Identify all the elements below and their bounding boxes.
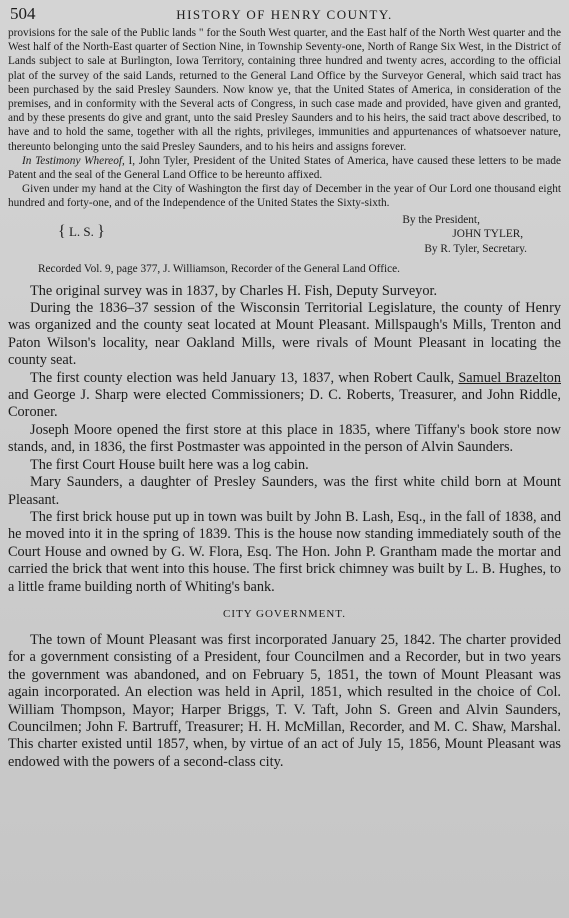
body-paragraph-2: During the 1836–37 session of the Wisconsin Territorial Legislature, the county of Henry was organized and the county seat located at Mount Pleasant. Millspaugh's Mills, Trenton and Paton Wilson's locality, near Oakland Mills, were rivals of Mount Pleasant in locating the county seat. bbox=[8, 300, 561, 369]
seal-mark bbox=[58, 223, 105, 241]
body-text bbox=[8, 283, 561, 772]
body-paragraph-7: The first brick house put up in town was built by John B. Lash, Esq., in the fall of 1838, and he moved into it in the spring of 1839. This is the house now standing immediately south of the Court House and owned by G. W. Flora, Esq. The Hon. John P. Grantham made the mortar and carried the brick that went into this house. The first brick chimney was built by L. B. Hughes, to a little frame building north of Whiting's bank. bbox=[8, 508, 561, 595]
patent-paragraph-2 bbox=[8, 154, 561, 182]
page-number: 504 bbox=[10, 4, 36, 23]
body-paragraph-1: The original survey was in 1837, by Charles H. Fish, Deputy Surveyor. bbox=[30, 282, 438, 299]
patent-paragraph-2-rest: I, John Tyler, President of the United States of America, have caused these letters to be made Patent and the seal of the General Land Office to be hereunto affixed. bbox=[8, 154, 562, 182]
body-paragraph-5: The first Court House built here was a log cabin. bbox=[30, 456, 309, 473]
body-paragraph-8: The town of Mount Pleasant was first incorporated January 25, 1842. The charter provided for a government consisting of a President, four Councilmen and a Recorder, but in two years the government was abandoned, and on February 5, 1851, the town of Mount Pleasant was again incorporated. An election was held in April, 1851, which resulted in the choice of Col. William Thompson, Mayor; Harper Briggs, T. V. Taft, John S. Green and Alvin Saunders, Councilmen; John F. Bartruff, Treasurer; H. H. McMillan, Recorder, and M. C. Shaw, Marshal. This charter existed until 1857, when, by virtue of an act of July 15, 1856, Mount Pleasant was endowed with the powers of a second-class city. bbox=[8, 631, 561, 770]
signature-line-1: By the President, bbox=[402, 213, 480, 226]
body-paragraph-6: Mary Saunders, a daughter of Presley Saunders, was the first white child born at Mount Pleasant. bbox=[8, 474, 561, 508]
land-patent-text bbox=[8, 26, 561, 275]
underlined-name: Samuel Brazelton bbox=[458, 369, 561, 386]
section-title: CITY GOVERNMENT. bbox=[223, 607, 346, 620]
patent-paragraph-1: provisions for the sale of the Public lands " for the South West quarter, and the East half of the North West quarter and the West half of the North-East quarter of Section Nine, in Township Seventy-one, North of Range Six West, in the District of Lands subject to sale at Burlington, Iowa Territory, containing three hundred and twenty acres, according to the official plat of the survey of the said Lands, returned to the General Land Office by the Surveyor General, which said tract has been purchased by the said Presley Saunders. Now know ye, that the United States of America, in consideration of the premises, and in conformity with the Several acts of Congress, in such case made and provided, have given and granted, and by these presents do give and grant, unto the said Presley Saunders and to his heirs, the said tract above described, to have and to hold the same, together with all the rights, privileges, immunities and appurtenances of whatsoever nature, thereunto belonging unto the said Presley Saunders, and to his heirs and assigns forever. bbox=[8, 27, 561, 153]
seal-brace-left-icon: { bbox=[58, 222, 66, 240]
signature-block bbox=[8, 211, 561, 261]
signature-line-3: By R. Tyler, Secretary. bbox=[424, 242, 527, 255]
running-head: HISTORY OF HENRY COUNTY. bbox=[176, 7, 393, 22]
page-header bbox=[8, 4, 561, 26]
patent-paragraph-3: Given under my hand at the City of Washington the first day of December in the year of Our Lord one thousand eight hundred and forty-one, and of the Independence of the United States the Sixty-sixth. bbox=[8, 183, 561, 210]
body-paragraph-3 bbox=[8, 370, 561, 422]
testimony-phrase: In Testimony Whereof, bbox=[22, 154, 125, 167]
body-paragraph-3-b: and George J. Sharp were elected Commissioners; D. C. Roberts, Treasurer, and John Riddle, Coroner. bbox=[8, 387, 561, 421]
body-paragraph-3-a: The first county election was held January 13, 1837, when Robert Caulk, bbox=[30, 369, 459, 386]
seal-text: L. S. bbox=[68, 223, 94, 239]
seal-brace-right-icon: } bbox=[97, 222, 105, 240]
body-paragraph-4: Joseph Moore opened the first store at this place in 1835, where Tiffany's book store now stands, and, in 1836, the first Postmaster was appointed in the person of Alvin Saunders. bbox=[8, 421, 561, 456]
recorded-note: Recorded Vol. 9, page 377, J. Williamson, Recorder of the General Land Office. bbox=[38, 262, 400, 275]
signature-lines bbox=[402, 213, 527, 257]
signature-line-2: JOHN TYLER, bbox=[452, 228, 524, 241]
